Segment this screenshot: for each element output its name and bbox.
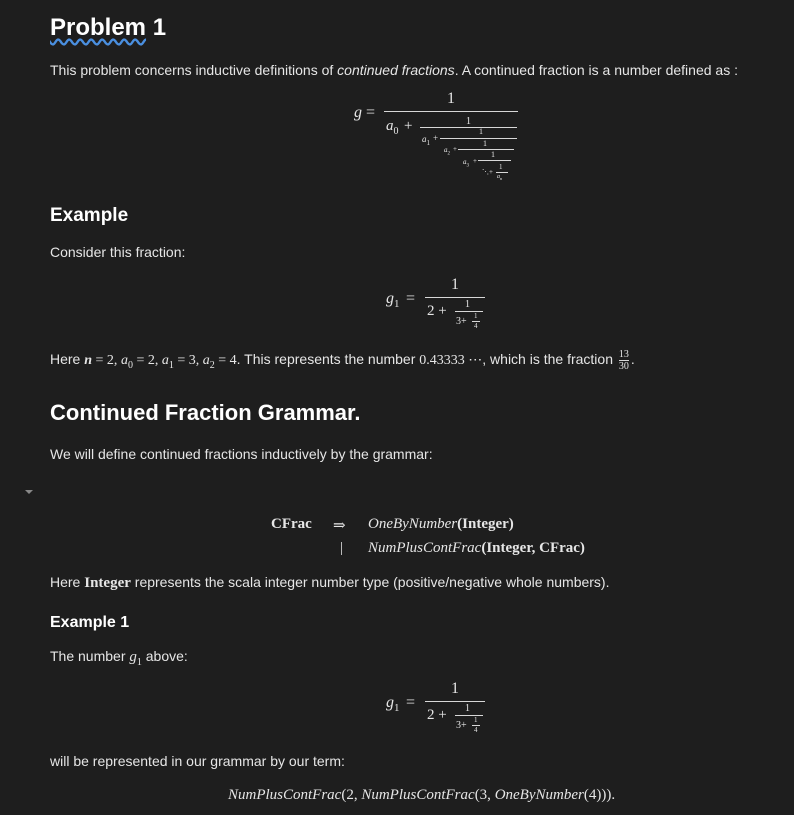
eq-equals: =	[366, 104, 376, 121]
eq-plus0: +	[404, 118, 413, 134]
grammar-intro: We will define continued fractions inductively by the grammar:	[50, 446, 433, 462]
fracbar-3	[440, 138, 517, 139]
g1-two-plus: 2 +	[427, 303, 447, 319]
general-equation	[0, 0, 794, 200]
g1-fracbar-2	[455, 311, 483, 312]
g1-equation-top	[0, 270, 794, 340]
grammar-alt1: OneByNumber(Integer)	[368, 516, 514, 532]
eq-plus3: +	[473, 157, 477, 165]
g1b-num2: 1	[465, 703, 470, 714]
eq-a0: $a_0$	[386, 118, 399, 137]
eq-num5: 1	[491, 150, 495, 159]
problem-number: 1	[152, 14, 167, 41]
eq-g: g	[354, 104, 362, 121]
g1b-num3: 1	[474, 716, 478, 724]
eq-an: $a_n$	[497, 174, 502, 182]
consider-text: Consider this fraction:	[50, 244, 186, 260]
intro-before: This problem concerns inductive definitions of	[50, 62, 338, 78]
g1-fracbar-1	[425, 297, 485, 298]
fracbar-4	[458, 149, 514, 150]
problem-word: Problem	[50, 14, 147, 41]
intro-emph: continued fractions	[337, 62, 455, 78]
fracbar-6	[496, 172, 508, 173]
g1b-fracbar-2	[455, 715, 483, 716]
number-line: The number $g_1$ above:	[50, 648, 188, 668]
term-expression: NumPlusContFrac(2, NumPlusContFrac(3, OneByNumber(4))).	[228, 787, 616, 803]
grammar-lhs: CFrac	[271, 516, 312, 532]
g1b-four: 4	[474, 726, 478, 734]
g1-four: 4	[474, 322, 478, 330]
example-heading: Example	[50, 205, 129, 226]
g1-num3: 1	[474, 312, 478, 320]
represented-text: will be represented in our grammar by our term:	[50, 753, 345, 769]
here-line: Here n = 2, $a_0 = 2$, $a_1 = 3$, $a_2 = 4$. This represents the number 0.43333 ⋯, which is the fraction $\frac{13}{30}$ .	[50, 349, 635, 372]
collapse-chevron-icon[interactable]	[25, 490, 33, 494]
grammar-alt2: NumPlusContFrac(Integer, CFrac)	[368, 540, 585, 556]
g1b-two-plus: 2 +	[427, 707, 447, 723]
fracbar-1	[384, 111, 518, 112]
eq-plus1: +	[433, 133, 439, 143]
grammar-block	[0, 510, 794, 560]
eq-num1: 1	[447, 90, 455, 107]
eq-plus2: +	[453, 145, 457, 153]
eq-dots: ⋱+	[482, 168, 493, 176]
example1-heading: Example 1	[50, 614, 130, 631]
eq-num3: 1	[479, 127, 483, 136]
eq-a1: $a_1$	[422, 134, 430, 147]
g1-equals: =	[406, 290, 416, 307]
g1-num1: 1	[451, 276, 459, 293]
integer-line: Here Integer represents the scala integer number type (positive/negative whole numbers).	[50, 574, 610, 591]
fracbar-2	[420, 127, 517, 128]
eq-num6: 1	[499, 163, 503, 171]
g1b-three-plus: 3+	[456, 720, 467, 731]
g1-three-plus: 3+	[456, 316, 467, 327]
g1b-equals: =	[406, 694, 416, 711]
g1-lhs: $g_1$	[386, 290, 400, 311]
g1b-fracbar-1	[425, 701, 485, 702]
eq-num2: 1	[466, 116, 471, 127]
g1-num2: 1	[465, 299, 470, 310]
grammar-bar: |	[340, 540, 344, 556]
g1-equation-bottom	[0, 674, 794, 744]
g1b-lhs: $g_1$	[386, 694, 400, 715]
g1b-num1: 1	[451, 680, 459, 697]
grammar-arrow: ⇒	[333, 518, 346, 534]
fracbar-5	[478, 160, 511, 161]
eq-num4: 1	[483, 139, 487, 148]
grammar-heading: Continued Fraction Grammar.	[50, 400, 361, 425]
intro-after: . A continued fraction is a number defined as :	[454, 62, 738, 78]
eq-a2: $a_2$	[444, 146, 450, 157]
eq-a3: $a_3$	[463, 158, 469, 169]
